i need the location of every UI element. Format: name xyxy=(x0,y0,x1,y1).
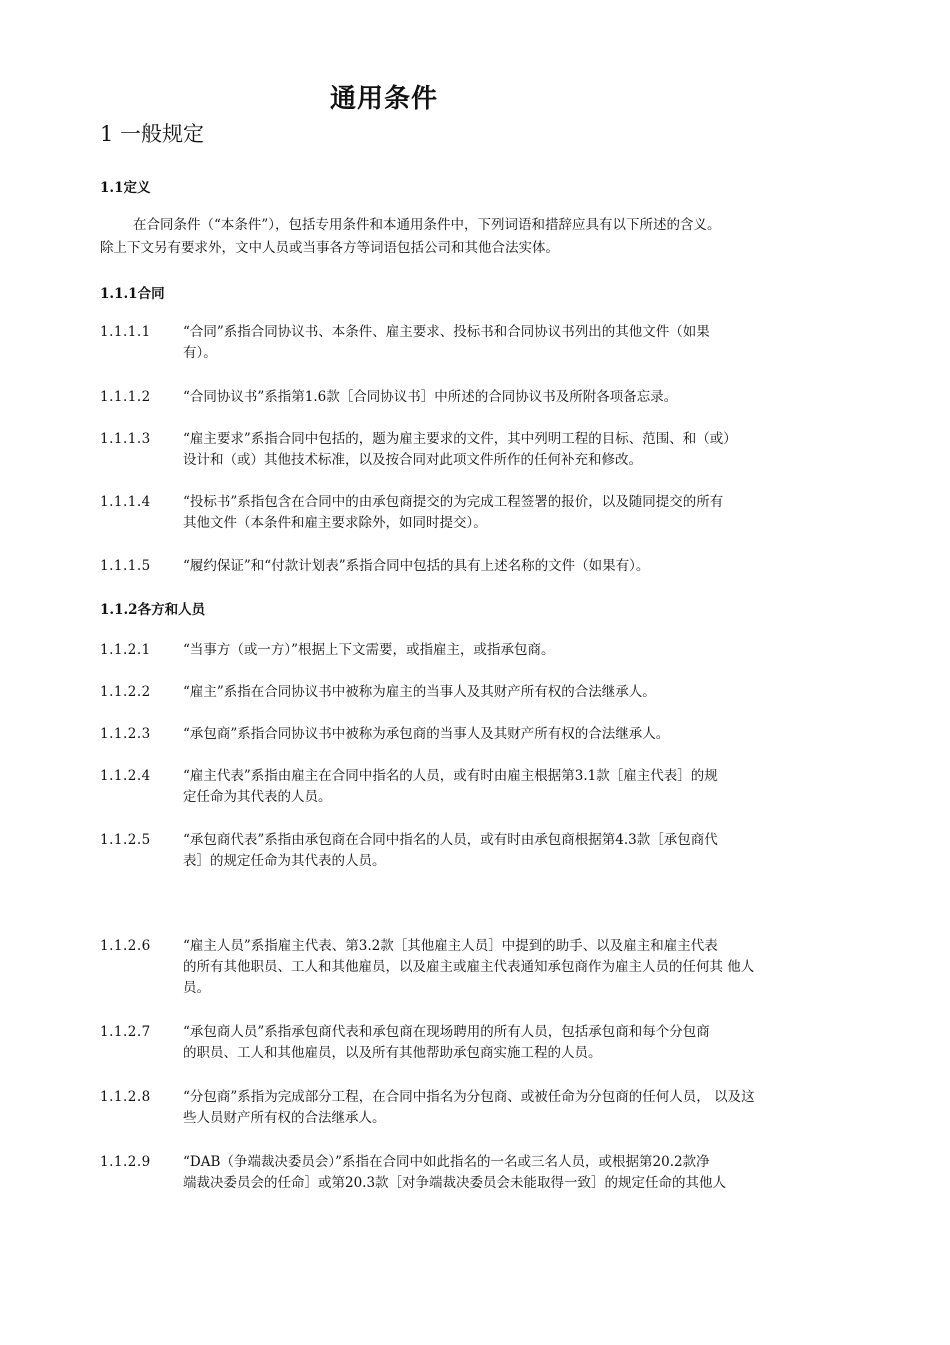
clause-1-1-2-4 xyxy=(100,766,880,808)
clause-line: 表］的规定任命为其代表的人员。 xyxy=(183,853,386,869)
clause-1-1-2-9 xyxy=(100,1152,880,1194)
clause-1-1-2-5 xyxy=(100,830,880,872)
clause-line: “承包商”系指合同协议书中被称为承包商的当事人及其财产所有权的合法继承人。 xyxy=(183,726,670,742)
clause-line: 定任命为其代表的人员。 xyxy=(183,789,332,805)
clause-line: “雇主代表”系指由雇主在合同中指名的人员，或有时由雇主根据第3.1款［雇主代表］的规 xyxy=(183,768,718,784)
clause-1-1-1-5 xyxy=(100,556,880,577)
clause-number: 1.1.2.6 xyxy=(100,938,151,954)
clause-line: 的所有其他职员、工人和其他雇员，以及雇主或雇主代表通知承包商作为雇主人员的任何其 他人 xyxy=(183,959,755,975)
clause-number: 1.1.2.8 xyxy=(100,1089,151,1105)
section-heading: 1 一般规定 xyxy=(100,122,205,146)
clause-text xyxy=(183,1087,875,1129)
clause-number: 1.1.1.4 xyxy=(100,494,151,510)
clause-line: “雇主”系指在合同协议书中被称为雇主的当事人及其财产所有权的合法继承人。 xyxy=(183,684,656,700)
clause-text xyxy=(183,682,875,703)
clause-line: 有）。 xyxy=(183,345,217,361)
clause-line: “DAB（争端裁决委员会）”系指在合同中如此指名的一名或三名人员，或根据第20.2款净 xyxy=(183,1154,710,1170)
clause-number: 1.1.2.4 xyxy=(100,768,151,784)
clause-text xyxy=(183,936,875,999)
clause-number: 1.1.2.1 xyxy=(100,642,151,658)
page-title: 通用条件 xyxy=(330,84,439,114)
clause-text xyxy=(183,387,875,408)
clause-number: 1.1.1.3 xyxy=(100,431,151,447)
clause-line: “雇主人员”系指雇主代表、第3.2款［其他雇主人员］中提到的助手、以及雇主和雇主代表 xyxy=(183,938,718,954)
intro-line-1: 在合同条件（“本条件”），包括专用条件和本通用条件中，下列词语和措辞应具有以下所述的含义。 xyxy=(133,217,721,233)
clause-line: 员。 xyxy=(183,980,210,996)
parties-subheading: 1.1.2各方和人员 xyxy=(100,602,206,618)
clause-1-1-2-1 xyxy=(100,640,880,661)
clause-1-1-1-3 xyxy=(100,429,880,471)
clause-text xyxy=(183,766,875,808)
clause-line: 的职员、工人和其他雇员，以及所有其他帮助承包商实施工程的人员。 xyxy=(183,1045,602,1061)
clause-line: 端裁决委员会的任命］或第20.3款［对争端裁决委员会未能取得一致］的规定任命的其他人 xyxy=(183,1175,727,1191)
clause-line: “承包商代表”系指由承包商在合同中指名的人员，或有时由承包商根据第4.3款［承包商代 xyxy=(183,832,718,848)
clause-line: “合同协议书”系指第1.6款［合同协议书］中所述的合同协议书及所附各项备忘录。 xyxy=(183,389,678,405)
clause-text xyxy=(183,724,875,745)
clause-number: 1.1.2.7 xyxy=(100,1024,151,1040)
clause-line: “当事方（或一方）”根据上下文需要，或指雇主，或指承包商。 xyxy=(183,642,555,658)
intro-line-2: 除上下文另有要求外，文中人员或当事各方等词语包括公司和其他合法实体。 xyxy=(100,240,559,256)
clause-text xyxy=(183,556,875,577)
intro-paragraph xyxy=(100,214,880,260)
clause-number: 1.1.2.5 xyxy=(100,832,151,848)
clause-1-1-2-3 xyxy=(100,724,880,745)
clause-number: 1.1.1.5 xyxy=(100,558,151,574)
clause-1-1-1-1 xyxy=(100,322,880,364)
clause-line: “承包商人员”系指承包商代表和承包商在现场聘用的所有人员，包括承包商和每个分包商 xyxy=(183,1024,710,1040)
clause-line: 些人员财产所有权的合法继承人。 xyxy=(183,1110,386,1126)
clause-1-1-1-2 xyxy=(100,387,880,408)
clause-number: 1.1.2.2 xyxy=(100,684,151,700)
clause-1-1-2-8 xyxy=(100,1087,880,1129)
clause-text xyxy=(183,1152,875,1194)
clause-number: 1.1.1.1 xyxy=(100,324,151,340)
clause-line: “雇主要求”系指合同中包括的，题为雇主要求的文件，其中列明工程的目标、范围、和（或） xyxy=(183,431,737,447)
clause-text xyxy=(183,830,875,872)
clause-1-1-1-4 xyxy=(100,492,880,534)
clause-number: 1.1.1.2 xyxy=(100,389,151,405)
clause-1-1-2-2 xyxy=(100,682,880,703)
clause-line: 其他文件（本条件和雇主要求除外，如同时提交）。 xyxy=(183,515,487,531)
contract-subheading: 1.1.1合同 xyxy=(100,286,165,302)
clause-line: 设计和（或）其他技术标准，以及按合同对此项文件所作的任何补充和修改。 xyxy=(183,452,642,468)
definitions-heading: 1.1定义 xyxy=(100,180,151,196)
clause-number: 1.1.2.3 xyxy=(100,726,151,742)
clause-1-1-2-6 xyxy=(100,936,880,999)
clause-text xyxy=(183,640,875,661)
clause-text xyxy=(183,429,875,471)
clause-line: “投标书”系指包含在合同中的由承包商提交的为完成工程签署的报价，以及随同提交的所有 xyxy=(183,494,724,510)
clause-line: “合同”系指合同协议书、本条件、雇主要求、投标书和合同协议书列出的其他文件（如果 xyxy=(183,324,710,340)
clause-line: “履约保证”和“付款计划表”系指合同中包括的具有上述名称的文件（如果有）。 xyxy=(183,558,650,574)
clause-text xyxy=(183,492,875,534)
clause-text xyxy=(183,322,875,364)
clause-text xyxy=(183,1022,875,1064)
clause-number: 1.1.2.9 xyxy=(100,1154,151,1170)
clause-line: “分包商”系指为完成部分工程，在合同中指名为分包商、或被任命为分包商的任何人员， 以及这 xyxy=(183,1089,755,1105)
clause-1-1-2-7 xyxy=(100,1022,880,1064)
